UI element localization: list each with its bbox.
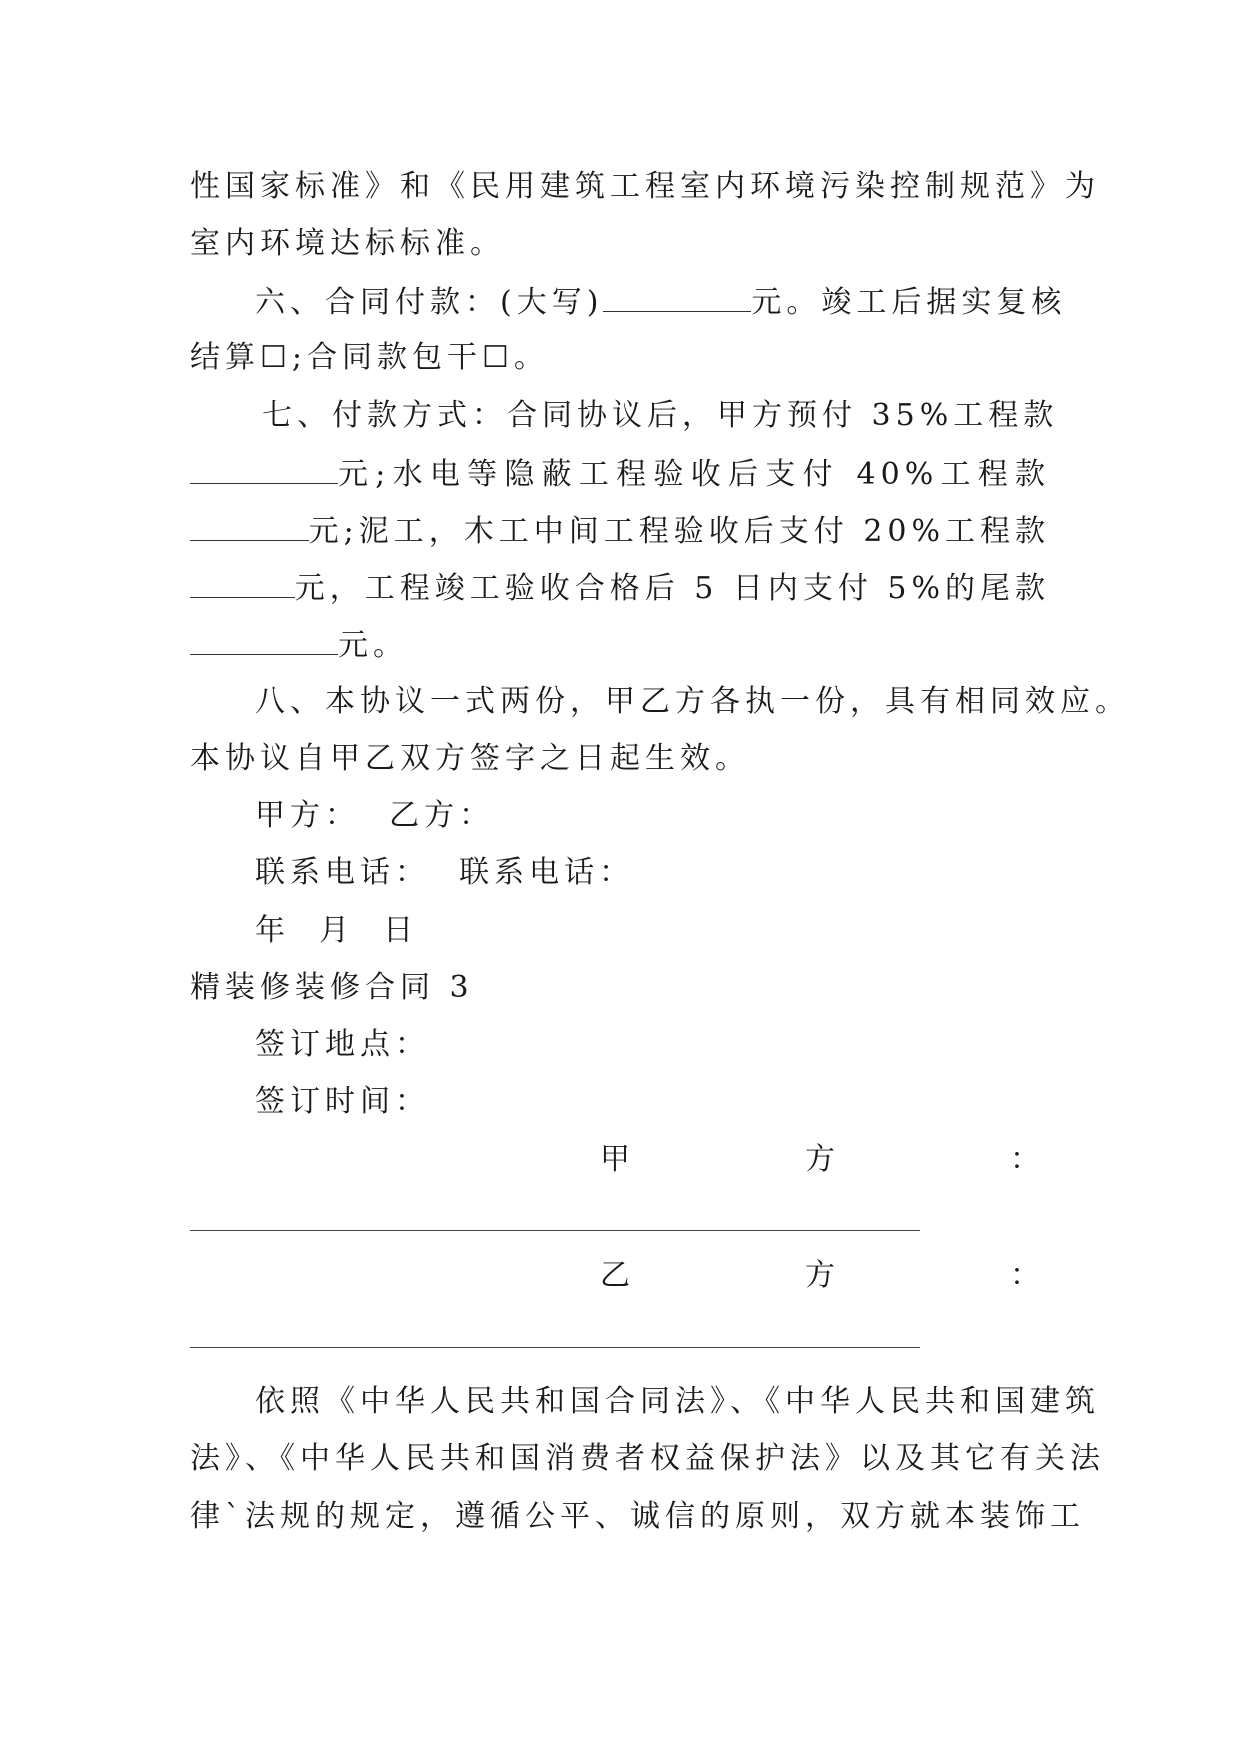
date-line: 年 月 日	[255, 913, 419, 948]
clause-7-line-2	[190, 453, 1050, 495]
clause-7-line-5	[190, 624, 1050, 666]
party-b-signature-line	[190, 1347, 920, 1348]
party-a-colon: ：	[1010, 1142, 1040, 1177]
preamble-line-3: 律`法规的规定，遵循公平、诚信的原则，双方就本装饰工	[190, 1499, 1085, 1534]
clause-7-text: 元。	[338, 628, 408, 663]
clause-6-line-1	[255, 281, 1067, 323]
preamble-line-2: 法》、《中华人民共和国消费者权益保护法》以及其它有关法	[190, 1441, 1105, 1476]
text-line: 性国家标准》和《民用建筑工程室内环境污染控制规范》为	[190, 169, 1100, 204]
amount-blank	[190, 510, 309, 541]
clause-6-line-2: 结算☐;合同款包干☐。	[190, 340, 549, 375]
clause-6-suffix: 元。竣工后据实复核	[751, 285, 1067, 320]
clause-7-text: 元;水电等隐蔽工程验收后支付 40%工程款	[338, 457, 1050, 492]
party-b-char: 乙	[600, 1258, 630, 1293]
party-a-signature-line	[190, 1230, 920, 1231]
party-a-char: 甲	[600, 1142, 630, 1177]
amount-blank	[190, 453, 338, 484]
party-b-char: 方	[805, 1258, 835, 1293]
sign-place: 签订地点：	[255, 1027, 430, 1062]
party-b-colon: ：	[1010, 1258, 1040, 1293]
amount-blank	[190, 624, 338, 655]
clause-8-line-1: 八、本协议一式两份，甲乙方各执一份，具有相同效应。	[255, 684, 1130, 719]
amount-blank	[190, 567, 295, 598]
party-line: 甲方： 乙方：	[255, 798, 495, 833]
clause-7-text: 元，工程竣工验收合格后 5 日内支付 5%的尾款	[294, 571, 1050, 606]
amount-blank	[603, 281, 751, 312]
clause-8-line-2: 本协议自甲乙双方签字之日起生效。	[190, 741, 750, 776]
preamble-line-1: 依照《中华人民共和国合同法》、《中华人民共和国建筑	[255, 1384, 1100, 1419]
clause-7-line-4	[190, 567, 1050, 609]
sign-time: 签订时间：	[255, 1084, 430, 1119]
phone-line: 联系电话： 联系电话：	[255, 855, 635, 890]
section-title: 精装修装修合同 3	[190, 970, 474, 1005]
clause-7-line-3	[190, 510, 1050, 552]
clause-7-text: 元;泥工，木工中间工程验收后支付 20%工程款	[308, 514, 1050, 549]
text-line: 室内环境达标标准。	[190, 226, 505, 261]
party-a-char: 方	[805, 1142, 835, 1177]
clause-7-line-1: 七、付款方式：合同协议后，甲方预付 35%工程款	[262, 398, 1059, 433]
clause-6-label: 六、合同付款：(大写)	[255, 285, 604, 320]
